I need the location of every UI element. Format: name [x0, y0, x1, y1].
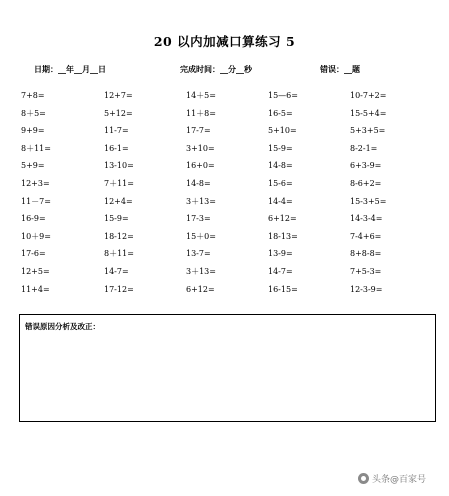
problem: 8-6+2=	[350, 178, 382, 188]
problem: 10-7+2=	[350, 91, 387, 100]
problem: 17-7=	[186, 126, 211, 136]
problem: 6+3-9=	[350, 161, 382, 171]
problem: 17-12=	[104, 284, 134, 294]
error-analysis-label: 错误原因分析及改正：	[25, 322, 100, 331]
problem: 3＋13=	[186, 266, 216, 276]
problem-column-2	[104, 91, 134, 302]
watermark-text: 头条@百家号	[372, 474, 427, 485]
problem: 14-7=	[268, 266, 293, 276]
problem: 11＋8=	[186, 108, 216, 118]
problem: 16-9=	[21, 214, 46, 224]
problem: 14＋5=	[186, 91, 216, 100]
problem: 13-9=	[268, 249, 293, 259]
problem: 6+12=	[186, 284, 215, 294]
problem: 13-10=	[104, 161, 134, 171]
problem: 7+5-3=	[350, 266, 382, 276]
problem: 8＋11=	[104, 249, 134, 259]
problem: 15-9=	[268, 143, 293, 153]
problem-column-4	[268, 91, 298, 302]
problem: 9+9=	[21, 126, 45, 136]
problem: 18-12=	[104, 231, 134, 241]
problem: 10＋9=	[21, 231, 51, 241]
problem: 13-7=	[186, 249, 211, 259]
problem: 8＋5=	[21, 108, 46, 118]
problem: 15—6=	[268, 91, 298, 100]
problem: 5+10=	[268, 126, 297, 136]
problem: 3＋13=	[186, 196, 216, 206]
problem: 14-7=	[104, 266, 129, 276]
problem: 12+5=	[21, 266, 50, 276]
error-count-field: 错误：__题	[320, 64, 360, 74]
problem: 14-4=	[268, 196, 293, 206]
problem: 8＋11=	[21, 143, 51, 153]
problem: 16-1=	[104, 143, 129, 153]
watermark	[358, 470, 426, 486]
problem: 12+4=	[104, 196, 133, 206]
problem-column-3	[186, 91, 216, 302]
error-analysis-box	[19, 314, 436, 422]
problem: 7+8=	[21, 91, 45, 100]
problem: 3+10=	[186, 143, 215, 153]
problem: 12+3=	[21, 178, 50, 188]
problem: 14-3-4=	[350, 214, 383, 224]
problem: 6+12=	[268, 214, 297, 224]
problem: 7-4+6=	[350, 231, 382, 241]
problem: 16-5=	[268, 108, 293, 118]
problem-column-5	[350, 91, 386, 302]
problem: 16+0=	[186, 161, 215, 171]
problem: 16-15=	[268, 284, 298, 294]
problem: 11－7=	[21, 196, 51, 206]
problem-column-1	[21, 91, 51, 302]
problem: 15-6=	[268, 178, 293, 188]
problem: 15-3+5=	[350, 196, 387, 206]
problem: 17-6=	[21, 249, 46, 259]
problem: 14-8=	[268, 161, 293, 171]
problem: 8+8-8=	[350, 249, 382, 259]
problem: 7＋11=	[104, 178, 134, 188]
problem: 5+3+5=	[350, 126, 386, 136]
problem: 11-7=	[104, 126, 129, 136]
problem: 5+12=	[104, 108, 133, 118]
completion-time-field: 完成时间：__分__秒	[180, 64, 252, 74]
problem: 17-3=	[186, 214, 211, 224]
worksheet-title: 20 以内加减口算练习 5	[153, 34, 296, 49]
problem: 18-13=	[268, 231, 298, 241]
date-field: 日期：__年__月__日	[34, 64, 106, 74]
problem: 14-8=	[186, 178, 211, 188]
problem: 11+4=	[21, 284, 50, 294]
problem: 15-5+4=	[350, 108, 387, 118]
problem: 15-9=	[104, 214, 129, 224]
problem: 12+7=	[104, 91, 133, 100]
problem: 8-2-1=	[350, 143, 378, 153]
watermark-logo-icon	[358, 473, 369, 484]
problem: 12-3-9=	[350, 284, 383, 294]
problem: 15＋0=	[186, 231, 216, 241]
problem: 5+9=	[21, 161, 45, 171]
